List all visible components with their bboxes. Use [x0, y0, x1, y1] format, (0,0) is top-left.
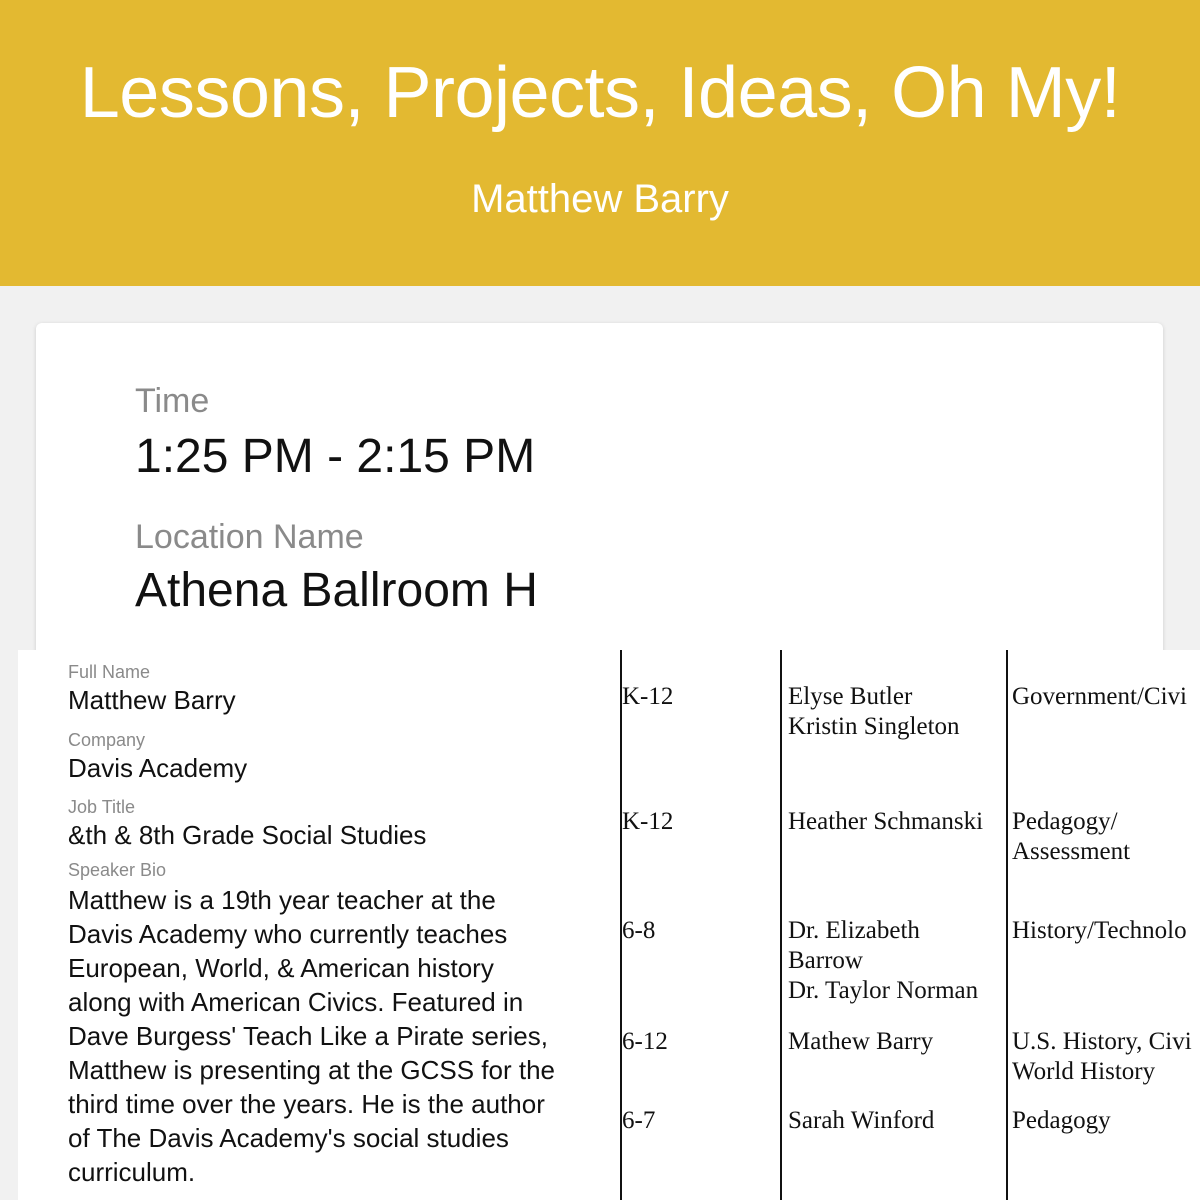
speaker-bio-label: Speaker Bio	[68, 860, 167, 880]
presenter-name: Elyse Butler	[788, 683, 913, 710]
topic-line: U.S. History, Civi	[1012, 1028, 1192, 1055]
location-value[interactable]: Athena Ballroom H	[135, 564, 538, 617]
table-cell-topic: History/Technolo	[1012, 917, 1187, 944]
location-label: Location Name	[135, 518, 364, 556]
session-title: Lessons, Projects, Ideas, Oh My!	[79, 53, 1121, 133]
topic-line: World History	[1012, 1058, 1156, 1085]
job-title-label: Job Title	[68, 797, 136, 817]
table-cell-grade: 6-7	[622, 1107, 656, 1134]
session-details-card	[36, 323, 1163, 703]
table-divider	[780, 650, 782, 1200]
table-divider	[1006, 650, 1008, 1200]
speaker-profile-panel	[18, 650, 583, 1200]
company-label: Company	[68, 730, 146, 750]
session-speaker[interactable]: Matthew Barry	[471, 177, 729, 221]
schedule-table-photo	[582, 650, 1200, 1200]
full-name-value: Matthew Barry	[68, 685, 236, 715]
table-cell-grade: 6-12	[622, 1028, 668, 1055]
table-cell-grade: 6-8	[622, 917, 656, 944]
table-cell-presenters: Mathew Barry	[788, 1028, 934, 1055]
presenter-name: Barrow	[788, 947, 863, 974]
time-value: 1:25 PM - 2:15 PM	[135, 430, 536, 483]
job-title-value: &th & 8th Grade Social Studies	[68, 820, 427, 850]
table-cell-presenters	[788, 682, 960, 742]
table-cell-topic: Pedagogy	[1012, 1107, 1111, 1134]
time-label: Time	[135, 382, 210, 420]
full-name-label: Full Name	[68, 662, 151, 682]
presenter-name: Dr. Taylor Norman	[788, 977, 979, 1004]
table-cell-presenters: Heather Schmanski	[788, 808, 984, 835]
table-cell-presenters	[788, 916, 978, 1006]
table-cell-grade: K-12	[622, 808, 674, 835]
speaker-bio-text: Matthew is a 19th year teacher at the Davis Academy who currently teaches European, World, & American history along with American Civics. Featured in Dave Burgess' Teach Like a Pirate series, Matthew is presenting at the GCSS for the third time over the years. He is the author of The Davis Academy's social studies curriculum.	[68, 885, 556, 1187]
presenter-name: Kristin Singleton	[788, 713, 960, 740]
table-cell-topic	[1012, 807, 1130, 867]
topic-line: Assessment	[1012, 838, 1131, 865]
table-cell-grade: K-12	[622, 683, 674, 710]
presenter-name: Dr. Elizabeth	[788, 917, 920, 944]
table-cell-topic: Government/Civi	[1012, 683, 1187, 710]
table-cell-presenters: Sarah Winford	[788, 1107, 935, 1134]
topic-line: Pedagogy/	[1012, 808, 1118, 835]
company-value: Davis Academy	[68, 753, 248, 783]
session-header	[0, 0, 1200, 286]
table-cell-topic	[1012, 1027, 1192, 1087]
